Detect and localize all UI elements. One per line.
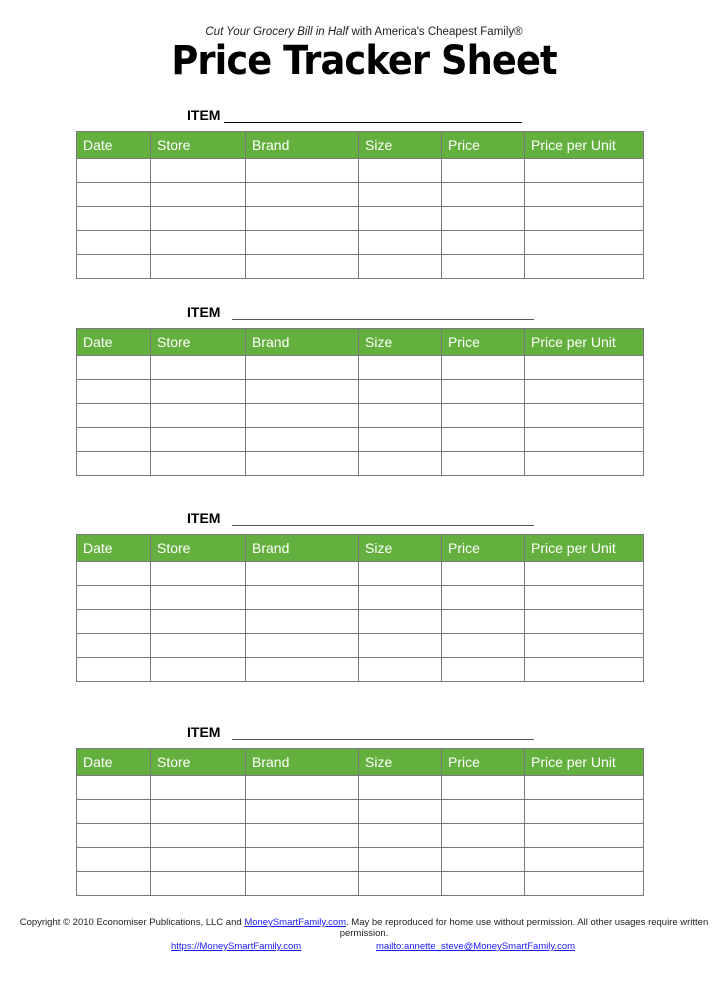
table-cell[interactable]	[77, 658, 151, 682]
table-cell[interactable]	[77, 183, 151, 207]
column-header: Price	[442, 132, 525, 159]
table-cell[interactable]	[525, 207, 644, 231]
table-cell[interactable]	[77, 586, 151, 610]
table-cell[interactable]	[77, 380, 151, 404]
table-cell[interactable]	[359, 800, 442, 824]
table-cell[interactable]	[151, 207, 246, 231]
table-row	[77, 610, 644, 634]
table-cell[interactable]	[442, 848, 525, 872]
column-header: Store	[151, 132, 246, 159]
table-header-row	[77, 132, 644, 159]
table-cell[interactable]	[77, 428, 151, 452]
table-cell[interactable]	[525, 776, 644, 800]
table-cell[interactable]	[246, 231, 359, 255]
table-cell[interactable]	[359, 658, 442, 682]
item-field-1[interactable]	[187, 107, 522, 123]
table-cell[interactable]	[151, 231, 246, 255]
item-label: ITEM	[187, 107, 221, 123]
table-cell[interactable]	[442, 658, 525, 682]
column-header: Price per Unit	[525, 329, 644, 356]
table-row	[77, 231, 644, 255]
table-cell[interactable]	[442, 380, 525, 404]
column-header: Price	[442, 749, 525, 776]
item-label: ITEM	[187, 724, 221, 740]
column-header: Date	[77, 535, 151, 562]
subtitle-italic: Cut Your Grocery Bill in Half	[205, 26, 349, 38]
table-cell[interactable]	[359, 562, 442, 586]
item-input-line[interactable]	[232, 305, 534, 320]
table-cell[interactable]	[246, 610, 359, 634]
table-cell[interactable]	[525, 872, 644, 896]
table-cell[interactable]	[246, 183, 359, 207]
table-cell[interactable]	[151, 562, 246, 586]
table-cell[interactable]	[246, 562, 359, 586]
item-field-4[interactable]	[187, 724, 534, 740]
table-cell[interactable]	[359, 231, 442, 255]
column-header: Brand	[246, 329, 359, 356]
table-cell[interactable]	[442, 255, 525, 279]
table-row	[77, 800, 644, 824]
table-cell[interactable]	[246, 207, 359, 231]
table-cell[interactable]	[359, 452, 442, 476]
table-cell[interactable]	[246, 634, 359, 658]
table-header-row	[77, 329, 644, 356]
table-cell[interactable]	[246, 428, 359, 452]
copyright-link[interactable]: MoneySmartFamily.com	[244, 917, 347, 928]
table-cell[interactable]	[359, 255, 442, 279]
price-table-3	[76, 534, 644, 682]
table-row	[77, 380, 644, 404]
table-cell[interactable]	[359, 356, 442, 380]
column-header: Date	[77, 132, 151, 159]
column-header: Price per Unit	[525, 749, 644, 776]
table-cell[interactable]	[151, 356, 246, 380]
table-cell[interactable]	[442, 356, 525, 380]
table-cell[interactable]	[77, 562, 151, 586]
table-cell[interactable]	[151, 404, 246, 428]
table-cell[interactable]	[77, 872, 151, 896]
price-table-1	[76, 131, 644, 279]
table-cell[interactable]	[151, 610, 246, 634]
table-cell[interactable]	[151, 634, 246, 658]
table-cell[interactable]	[77, 848, 151, 872]
table-row	[77, 207, 644, 231]
copyright-text-post: . May be reproduced for home use without permission. All other usages require written permission.	[339, 917, 709, 939]
price-table-2	[76, 328, 644, 476]
item-field-2[interactable]	[187, 304, 534, 320]
table-cell[interactable]	[77, 356, 151, 380]
column-header: Price	[442, 535, 525, 562]
copyright-text: Copyright © 2010 Economiser Publications, LLC and	[19, 917, 245, 928]
table-cell[interactable]	[442, 776, 525, 800]
table-cell[interactable]	[525, 404, 644, 428]
table-cell[interactable]	[77, 452, 151, 476]
table-cell[interactable]	[525, 586, 644, 610]
item-input-line[interactable]	[224, 108, 522, 123]
table-cell[interactable]	[442, 824, 525, 848]
table-cell[interactable]	[359, 428, 442, 452]
table-cell[interactable]	[77, 159, 151, 183]
subtitle	[0, 26, 728, 38]
column-header: Store	[151, 329, 246, 356]
table-cell[interactable]	[151, 872, 246, 896]
table-cell[interactable]	[359, 183, 442, 207]
table-header-row	[77, 749, 644, 776]
column-header: Brand	[246, 535, 359, 562]
table-cell[interactable]	[359, 776, 442, 800]
table-cell[interactable]	[525, 380, 644, 404]
column-header: Store	[151, 749, 246, 776]
table-cell[interactable]	[359, 610, 442, 634]
table-cell[interactable]	[151, 380, 246, 404]
table-cell[interactable]	[151, 159, 246, 183]
price-table-4	[76, 748, 644, 896]
table-cell[interactable]	[77, 231, 151, 255]
table-cell[interactable]	[525, 183, 644, 207]
table-cell[interactable]	[77, 824, 151, 848]
table-cell[interactable]	[151, 776, 246, 800]
table-cell[interactable]	[151, 586, 246, 610]
table-cell[interactable]	[151, 428, 246, 452]
column-header: Price per Unit	[525, 132, 644, 159]
table-cell[interactable]	[246, 824, 359, 848]
table-cell[interactable]	[246, 848, 359, 872]
table-row	[77, 356, 644, 380]
table-cell[interactable]	[246, 159, 359, 183]
table-cell[interactable]	[359, 824, 442, 848]
table-cell[interactable]	[151, 255, 246, 279]
column-header: Store	[151, 535, 246, 562]
item-field-3[interactable]	[187, 510, 534, 526]
table-row	[77, 562, 644, 586]
table-cell[interactable]	[525, 428, 644, 452]
website-link[interactable]: https://MoneySmartFamily.com	[171, 941, 302, 952]
column-header: Price	[442, 329, 525, 356]
table-cell[interactable]	[246, 356, 359, 380]
table-row	[77, 183, 644, 207]
column-header: Size	[359, 329, 442, 356]
table-cell[interactable]	[151, 824, 246, 848]
table-cell[interactable]	[442, 183, 525, 207]
table-cell[interactable]	[246, 586, 359, 610]
column-header: Size	[359, 535, 442, 562]
table-cell[interactable]	[246, 776, 359, 800]
table-cell[interactable]	[442, 231, 525, 255]
table-cell[interactable]	[525, 610, 644, 634]
table-cell[interactable]	[359, 634, 442, 658]
item-input-line[interactable]	[232, 511, 534, 526]
table-cell[interactable]	[77, 207, 151, 231]
table-cell[interactable]	[359, 159, 442, 183]
column-header: Size	[359, 132, 442, 159]
table-row	[77, 872, 644, 896]
copyright-notice	[0, 917, 728, 939]
table-cell[interactable]	[525, 658, 644, 682]
email-link[interactable]: mailto:annette_steve@MoneySmartFamily.com	[376, 941, 576, 952]
column-header: Brand	[246, 132, 359, 159]
table-cell[interactable]	[525, 824, 644, 848]
table-row	[77, 428, 644, 452]
table-row	[77, 848, 644, 872]
item-label: ITEM	[187, 304, 221, 320]
table-row	[77, 634, 644, 658]
item-input-line[interactable]	[232, 725, 534, 740]
table-cell[interactable]	[359, 872, 442, 896]
table-cell[interactable]	[525, 634, 644, 658]
table-cell[interactable]	[525, 562, 644, 586]
column-header: Brand	[246, 749, 359, 776]
table-row	[77, 824, 644, 848]
table-cell[interactable]	[442, 159, 525, 183]
table-cell[interactable]	[442, 452, 525, 476]
table-cell[interactable]	[77, 255, 151, 279]
column-header: Date	[77, 329, 151, 356]
table-cell[interactable]	[442, 428, 525, 452]
table-cell[interactable]	[246, 658, 359, 682]
table-cell[interactable]	[77, 610, 151, 634]
table-row	[77, 586, 644, 610]
table-cell[interactable]	[77, 404, 151, 428]
table-cell[interactable]	[442, 610, 525, 634]
page-title: Price Tracker Sheet	[171, 38, 557, 84]
table-cell[interactable]	[442, 207, 525, 231]
column-header: Price per Unit	[525, 535, 644, 562]
table-cell[interactable]	[246, 800, 359, 824]
table-cell[interactable]	[442, 562, 525, 586]
table-row	[77, 776, 644, 800]
subtitle-rest: with America's Cheapest Family®	[348, 26, 523, 38]
table-cell[interactable]	[359, 404, 442, 428]
table-row	[77, 404, 644, 428]
table-cell[interactable]	[359, 586, 442, 610]
table-cell[interactable]	[77, 634, 151, 658]
table-cell[interactable]	[525, 231, 644, 255]
table-cell[interactable]	[525, 159, 644, 183]
table-cell[interactable]	[442, 872, 525, 896]
table-cell[interactable]	[246, 380, 359, 404]
table-cell[interactable]	[442, 404, 525, 428]
table-row	[77, 452, 644, 476]
table-cell[interactable]	[246, 255, 359, 279]
table-row	[77, 159, 644, 183]
table-cell[interactable]	[359, 207, 442, 231]
table-cell[interactable]	[525, 452, 644, 476]
table-row	[77, 658, 644, 682]
table-row	[77, 255, 644, 279]
table-cell[interactable]	[442, 586, 525, 610]
table-cell[interactable]	[151, 183, 246, 207]
column-header: Date	[77, 749, 151, 776]
table-cell[interactable]	[525, 255, 644, 279]
table-cell[interactable]	[246, 404, 359, 428]
table-cell[interactable]	[525, 848, 644, 872]
table-cell[interactable]	[525, 800, 644, 824]
table-cell[interactable]	[77, 776, 151, 800]
table-cell[interactable]	[151, 800, 246, 824]
item-label: ITEM	[187, 510, 221, 526]
table-cell[interactable]	[359, 848, 442, 872]
table-cell[interactable]	[151, 452, 246, 476]
column-header: Size	[359, 749, 442, 776]
table-cell[interactable]	[359, 380, 442, 404]
table-cell[interactable]	[77, 800, 151, 824]
table-cell[interactable]	[151, 658, 246, 682]
table-cell[interactable]	[151, 848, 246, 872]
table-header-row	[77, 535, 644, 562]
table-cell[interactable]	[525, 356, 644, 380]
table-cell[interactable]	[442, 634, 525, 658]
table-cell[interactable]	[442, 800, 525, 824]
table-cell[interactable]	[246, 872, 359, 896]
table-cell[interactable]	[246, 452, 359, 476]
